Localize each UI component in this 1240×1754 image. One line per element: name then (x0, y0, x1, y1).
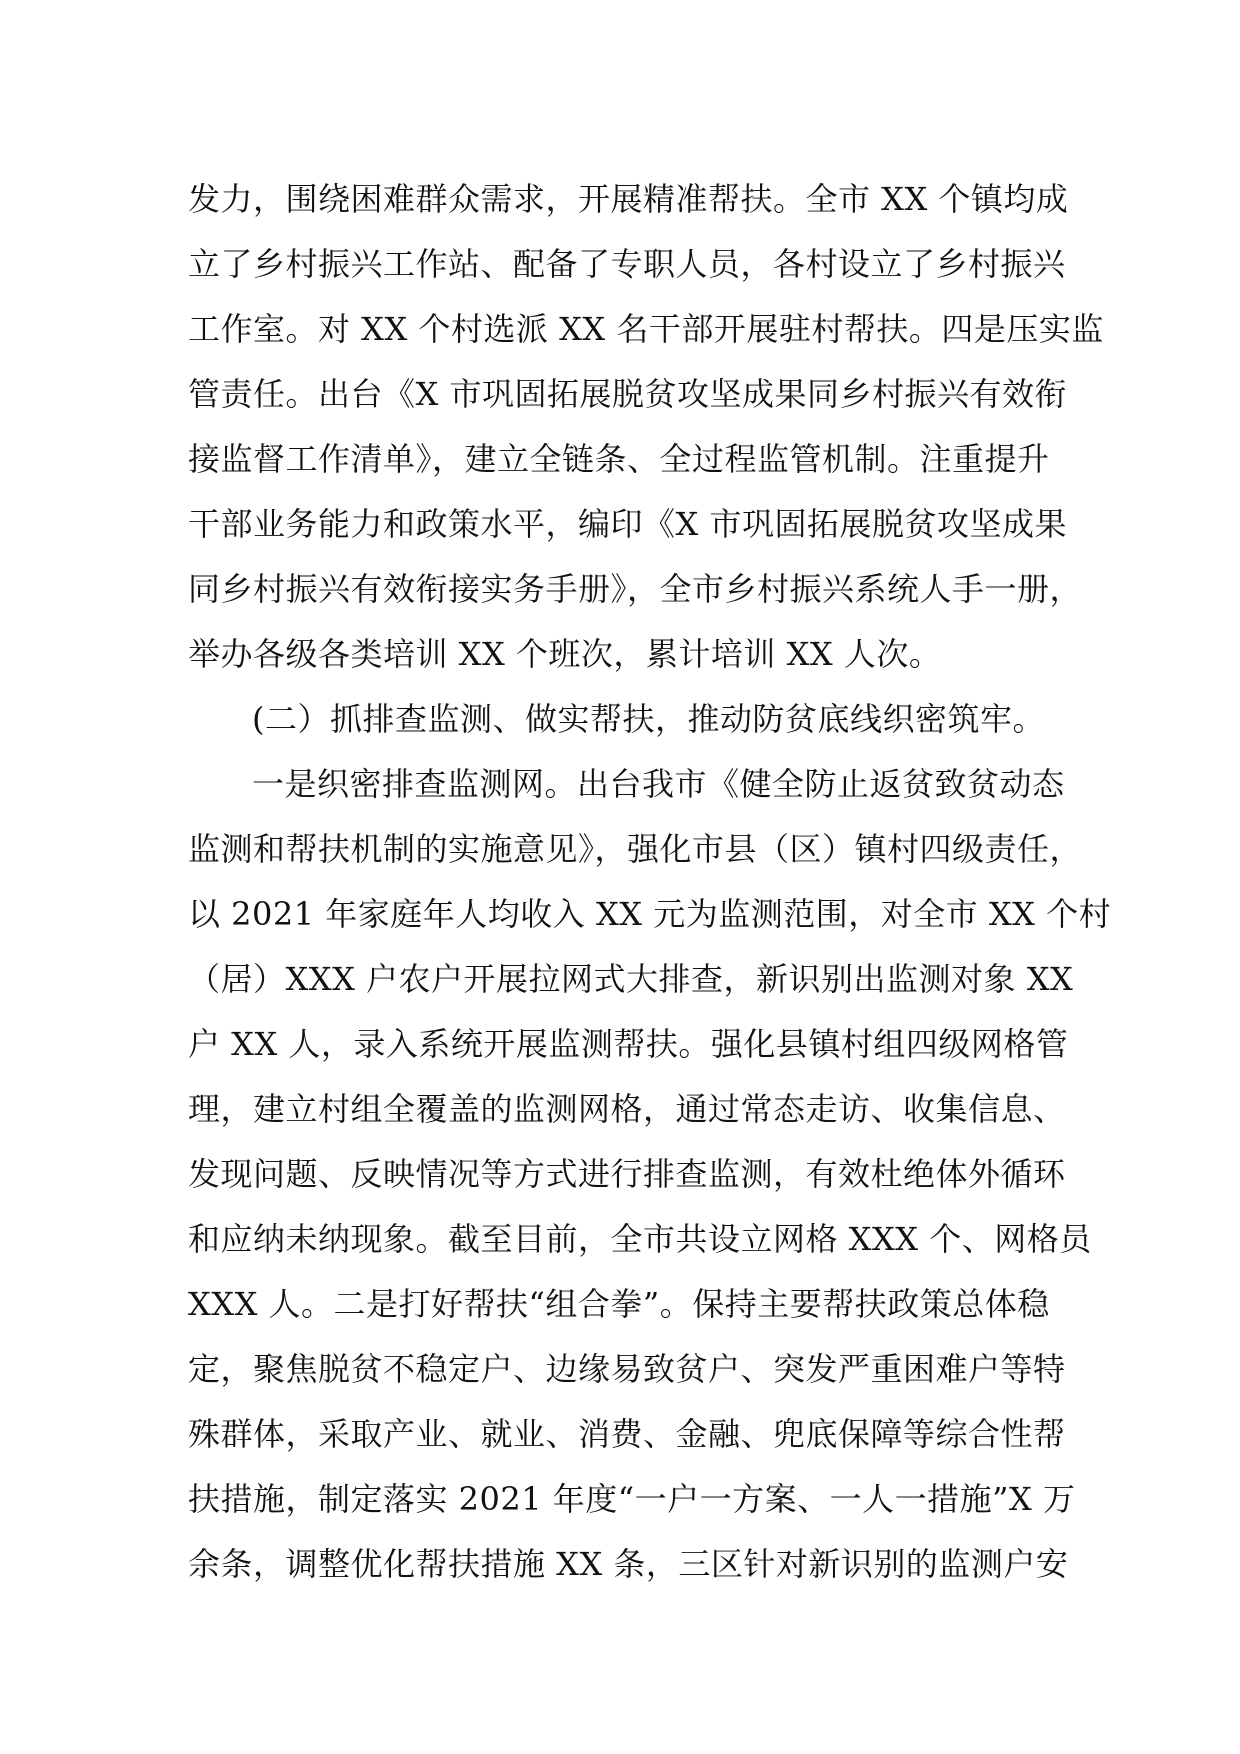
paragraph-line: 工作室。对 XX 个村选派 XX 名干部开展驻村帮扶。四是压实监 (188, 310, 1104, 348)
paragraph-line: 发现问题、反映情况等方式进行排查监测，有效杜绝体外循环 (188, 1155, 1066, 1193)
paragraph-line: 户 XX 人，录入系统开展监测帮扶。强化县镇村组四级网格管 (188, 1025, 1069, 1063)
paragraph-line: 接监督工作清单》，建立全链条、全过程监管机制。注重提升 (188, 440, 1050, 478)
paragraph-line: 举办各级各类培训 XX 个班次，累计培训 XX 人次。 (188, 635, 942, 673)
paragraph-line: 殊群体，采取产业、就业、消费、金融、兜底保障等综合性帮 (188, 1415, 1066, 1453)
section-heading: (二）抓排查监测、做实帮扶，推动防贫底线织密筑牢。 (252, 700, 1045, 738)
paragraph-line: 以 2021 年家庭年人均收入 XX 元为监测范围，对全市 XX 个村 (188, 895, 1112, 933)
paragraph-line: 余条，调整优化帮扶措施 XX 条，三区针对新识别的监测户安 (188, 1545, 1069, 1583)
paragraph-line: 立了乡村振兴工作站、配备了专职人员，各村设立了乡村振兴 (188, 245, 1066, 283)
paragraph-line: 和应纳未纳现象。截至目前，全市共设立网格 XXX 个、网格员 (188, 1220, 1092, 1258)
paragraph-line: 干部业务能力和政策水平，编印《X 市巩固拓展脱贫攻坚成果 (188, 505, 1067, 543)
paragraph-line: 发力，围绕困难群众需求，开展精准帮扶。全市 XX 个镇均成 (188, 180, 1069, 218)
document-body (188, 167, 1112, 1597)
paragraph-line: XXX 人。二是打好帮扶“组合拳”。保持主要帮扶政策总体稳 (188, 1285, 1050, 1323)
paragraph-line: 同乡村振兴有效衔接实务手册》，全市乡村振兴系统人手一册， (188, 570, 1083, 608)
paragraph-line: 监测和帮扶机制的实施意见》，强化市县（区）镇村四级责任， (188, 830, 1083, 868)
paragraph-line: 理，建立村组全覆盖的监测网格，通过常态走访、收集信息、 (188, 1090, 1066, 1128)
paragraph-line: 管责任。出台《X 市巩固拓展脱贫攻坚成果同乡村振兴有效衔 (188, 375, 1067, 413)
paragraph-line: 一是织密排查监测网。出台我市《健全防止返贫致贫动态 (252, 765, 1065, 803)
paragraph-line: 扶措施，制定落实 2021 年度“一户一方案、一人一措施”X 万 (188, 1480, 1076, 1518)
paragraph-line: 定，聚焦脱贫不稳定户、边缘易致贫户、突发严重困难户等特 (188, 1350, 1066, 1388)
paragraph-line: （居）XXX 户农户开展拉网式大排查，新识别出监测对象 XX (188, 960, 1074, 998)
